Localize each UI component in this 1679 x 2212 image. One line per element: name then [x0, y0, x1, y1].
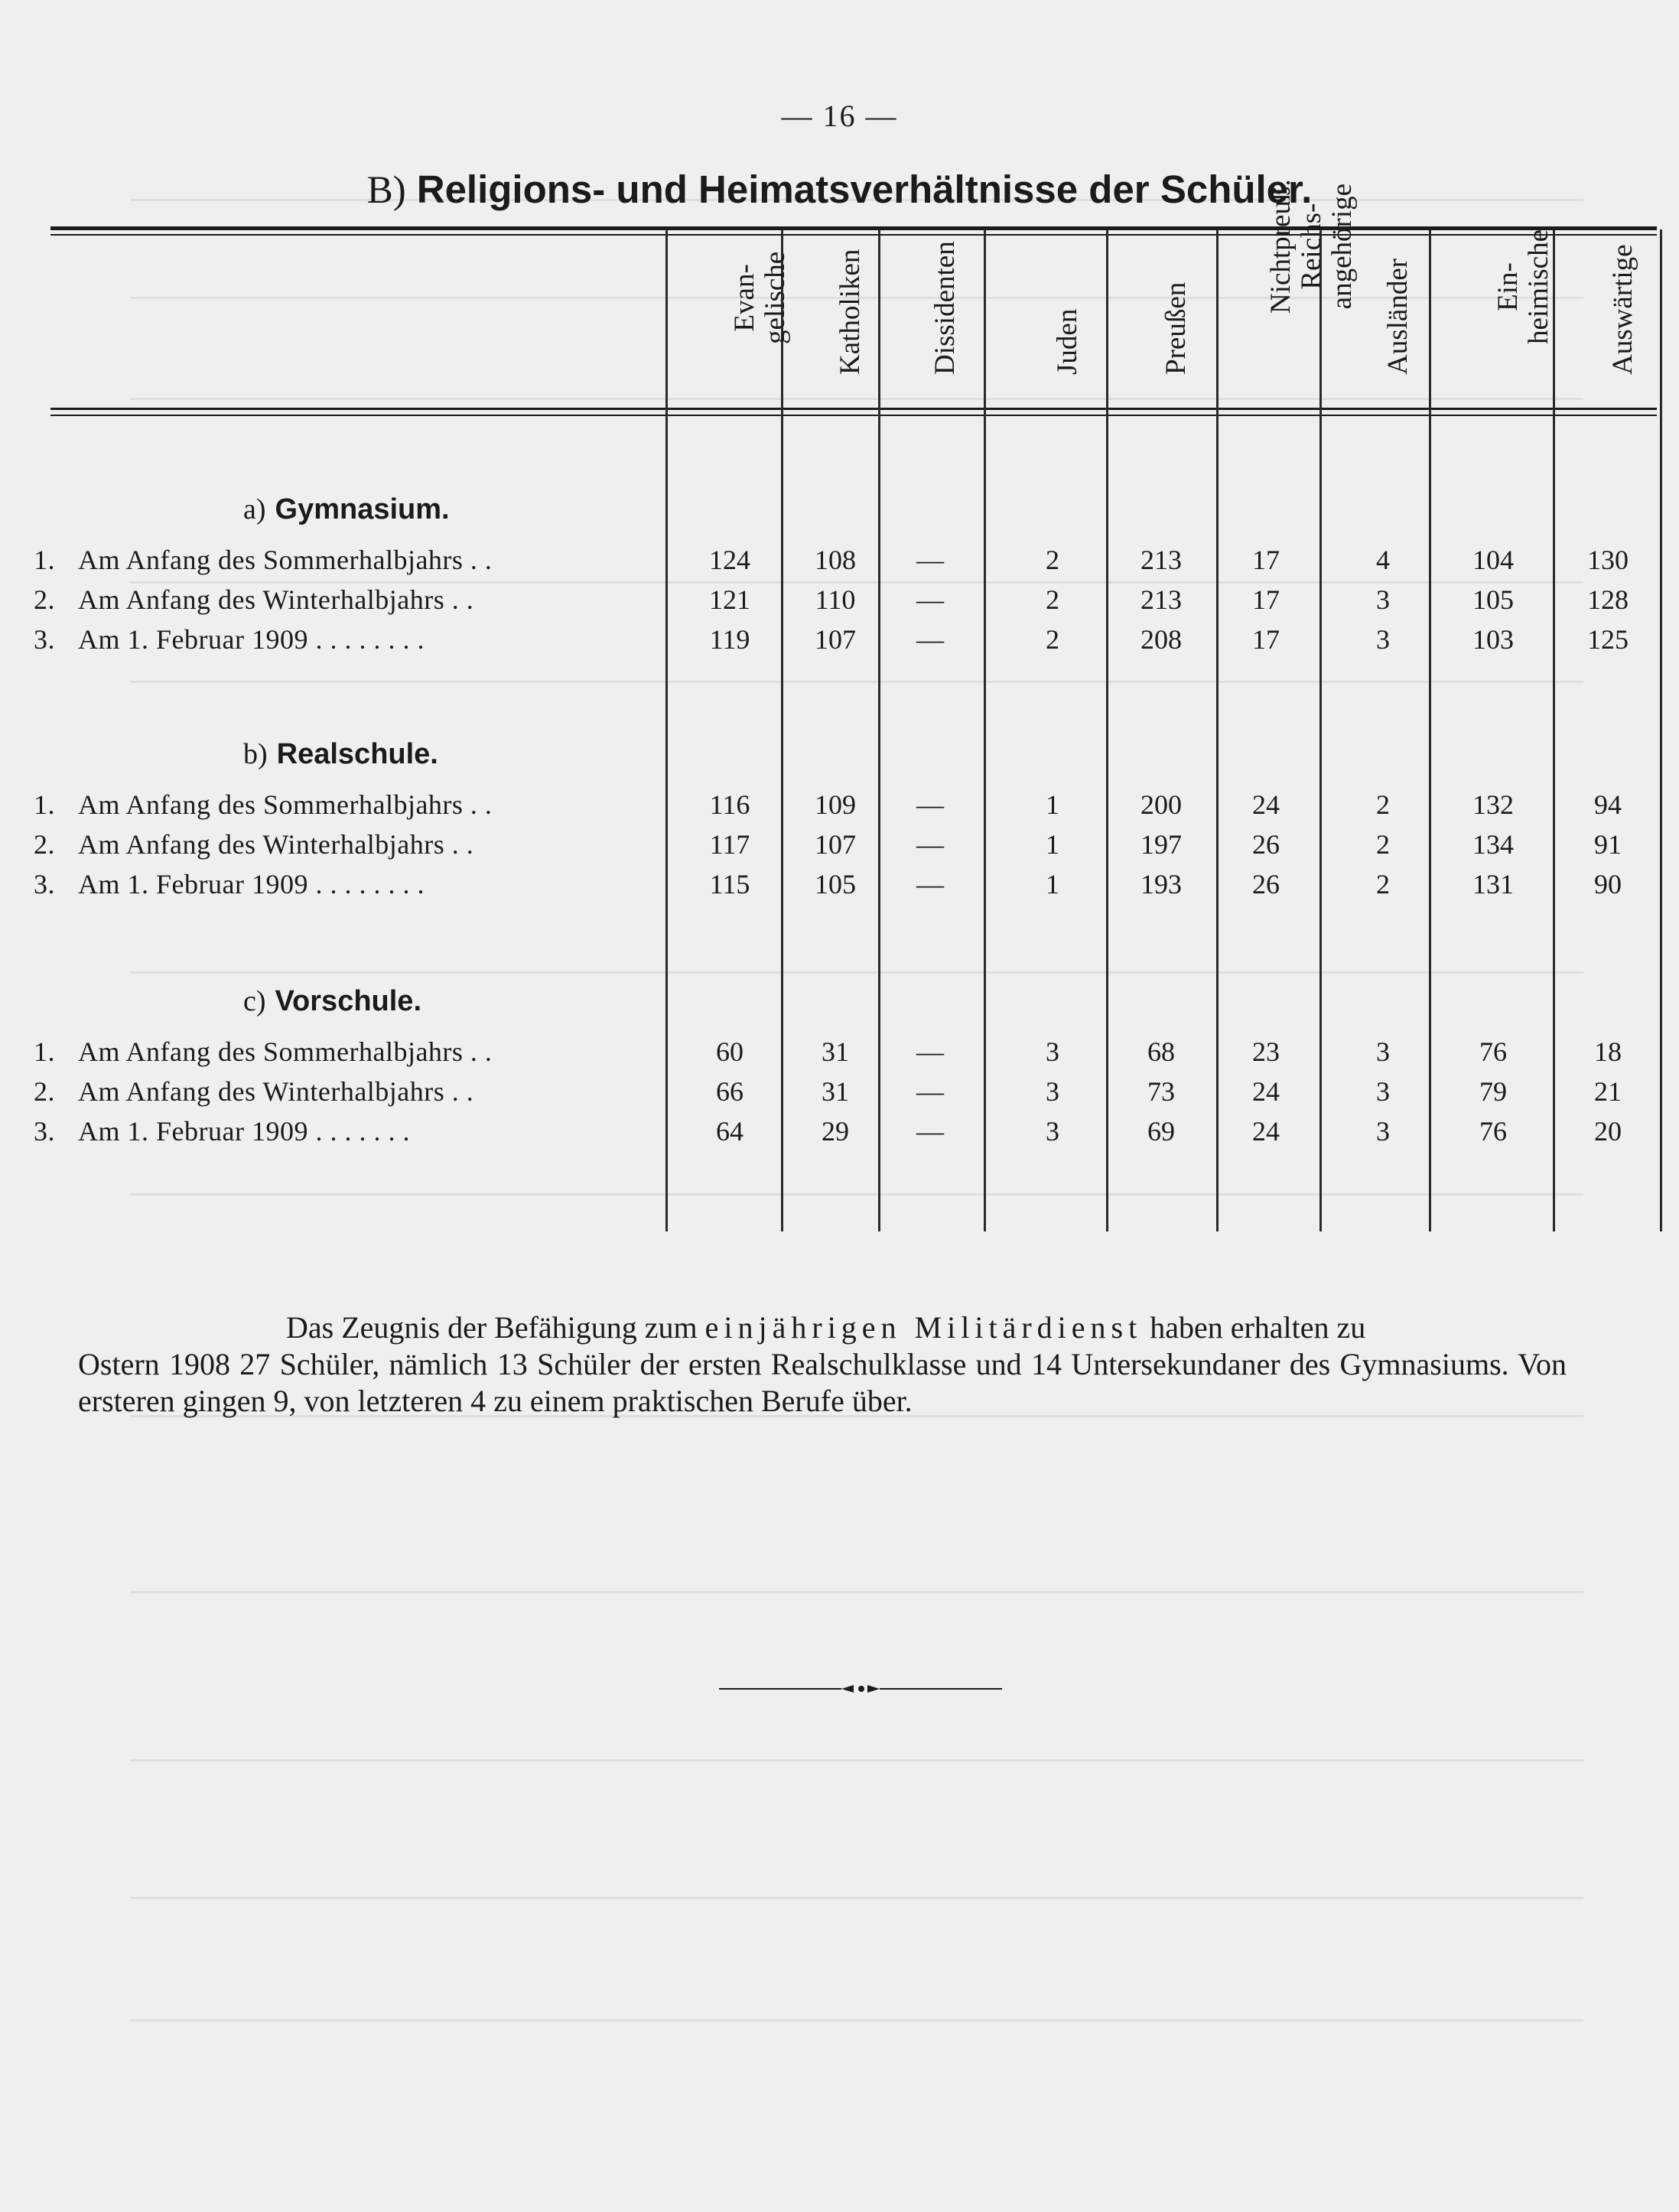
table-cell: —: [916, 545, 944, 575]
table-cell: —: [916, 584, 944, 615]
row-label-text: Am 1. Februar 1909 . . . . . . . .: [78, 869, 425, 899]
table-cell: 76: [1479, 1116, 1507, 1147]
table-cell: 2: [1046, 624, 1059, 655]
section-letter: b): [243, 738, 268, 770]
table-cell: —: [916, 1076, 944, 1107]
table-row: [0, 623, 1679, 662]
table-cell: 17: [1252, 584, 1280, 615]
certificate-paragraph: [78, 1309, 1567, 1420]
table-cell: 18: [1594, 1036, 1622, 1067]
row-label: [34, 623, 425, 655]
table-cell: 3: [1046, 1116, 1059, 1147]
column-header-label: Juden: [1052, 308, 1083, 375]
row-label: [34, 1075, 474, 1108]
page-number: — 16 —: [781, 99, 898, 133]
table-cell: 20: [1594, 1116, 1622, 1147]
column-header: [672, 237, 791, 405]
column-header-label: Nichtpreuß. Reichs- angehörige: [1265, 179, 1358, 314]
section-heading: [243, 984, 421, 1018]
row-label-text: Am Anfang des Sommerhalbjahrs . .: [78, 545, 493, 575]
section-name: Gymnasium.: [275, 493, 450, 525]
column-header-label: Katholiken: [835, 249, 866, 375]
table-cell: 64: [716, 1116, 744, 1147]
row-label: [34, 1115, 410, 1147]
table-cell: 125: [1587, 624, 1629, 655]
row-label-text: Am 1. Februar 1909 . . . . . . .: [78, 1116, 410, 1147]
table-cell: —: [916, 1036, 944, 1067]
table-top-rule-thick: [50, 226, 1657, 230]
table-cell: 105: [815, 869, 856, 899]
section-name: Realschule.: [276, 738, 438, 770]
table-cell: 131: [1472, 869, 1514, 899]
column-header: [1209, 179, 1358, 405]
row-number: 2.: [34, 584, 55, 615]
table-cell: 107: [815, 624, 856, 655]
row-label: [34, 584, 474, 616]
row-label: [34, 544, 493, 576]
column-header-label: Dissidenten: [929, 241, 961, 375]
table-cell: 128: [1587, 584, 1629, 615]
row-number: 1.: [34, 789, 55, 820]
table-cell: —: [916, 1116, 944, 1147]
title-prefix: B): [366, 169, 406, 212]
table-cell: 79: [1479, 1076, 1507, 1107]
table-cell: 4: [1376, 545, 1390, 575]
table-cell: 60: [716, 1036, 744, 1067]
section-heading: [243, 737, 438, 771]
table-row: [0, 544, 1679, 582]
section-letter: c): [243, 985, 266, 1017]
table-cell: 2: [1376, 789, 1390, 820]
row-number: 1.: [34, 545, 55, 575]
row-label-text: Am Anfang des Winterhalbjahrs . .: [78, 829, 474, 860]
table-cell: 2: [1046, 584, 1059, 615]
paragraph-text: Das Zeugnis der Befähigung zum: [286, 1310, 705, 1345]
table-row: [0, 868, 1679, 906]
table-cell: 200: [1140, 789, 1182, 820]
table-cell: 2: [1376, 869, 1390, 899]
table-cell: 103: [1472, 624, 1514, 655]
table-cell: —: [916, 869, 944, 899]
table-cell: 69: [1147, 1116, 1175, 1147]
table-cell: 1: [1046, 869, 1059, 899]
row-label-text: Am Anfang des Winterhalbjahrs . .: [78, 584, 474, 615]
table-cell: 193: [1140, 869, 1182, 899]
column-header-label: Ein- heimische: [1492, 229, 1554, 344]
table-cell: 3: [1046, 1076, 1059, 1107]
table-cell: 17: [1252, 624, 1280, 655]
table-cell: 24: [1252, 1116, 1280, 1147]
table-top-rule-thin: [50, 234, 1657, 236]
table-cell: 3: [1376, 1116, 1390, 1147]
header-bottom-rule-2: [50, 415, 1657, 416]
paragraph-first-line: [78, 1309, 1567, 1346]
table-cell: 208: [1140, 624, 1182, 655]
table-cell: 2: [1046, 545, 1059, 575]
paragraph-text-end: haben erhalten zu: [1142, 1310, 1366, 1345]
table-cell: 24: [1252, 1076, 1280, 1107]
paragraph-rest: Ostern 1908 27 Schüler, nämlich 13 Schüler der ersten Realschulklasse und 14 Untersekundaner des Gymnasiums. Von ersteren gingen 9, von letzteren 4 zu einem praktischen Berufe über.: [78, 1347, 1567, 1418]
table-cell: 213: [1140, 584, 1182, 615]
table-cell: 29: [822, 1116, 849, 1147]
table-cell: 110: [815, 584, 856, 615]
section-name: Vorschule.: [275, 985, 421, 1017]
section-letter: a): [243, 493, 266, 525]
table-cell: 3: [1376, 1036, 1390, 1067]
table-cell: 26: [1252, 869, 1280, 899]
row-label-text: Am 1. Februar 1909 . . . . . . . .: [78, 624, 425, 655]
table-cell: 115: [709, 869, 750, 899]
row-number: 3.: [34, 624, 55, 655]
table-cell: 134: [1472, 829, 1514, 860]
table-cell: 117: [709, 829, 750, 860]
table-cell: 108: [815, 545, 856, 575]
table-cell: 121: [709, 584, 750, 615]
table-cell: 1: [1046, 789, 1059, 820]
column-header: [995, 237, 1110, 405]
table-row: [0, 1036, 1679, 1074]
table-cell: 104: [1472, 545, 1514, 575]
table-cell: 24: [1252, 789, 1280, 820]
table-cell: 68: [1147, 1036, 1175, 1067]
column-header-label: Auswärtige: [1607, 244, 1638, 375]
table-row: [0, 1115, 1679, 1153]
table-cell: 21: [1594, 1076, 1622, 1107]
row-label: [34, 868, 425, 900]
page-title: [0, 167, 1679, 213]
paragraph-spaced-text: einjährigen Militärdienst: [704, 1310, 1143, 1345]
table-cell: 107: [815, 829, 856, 860]
column-header-label: Ausländer: [1382, 258, 1414, 375]
table-cell: 31: [822, 1076, 849, 1107]
row-label: [34, 789, 493, 821]
row-label-text: Am Anfang des Winterhalbjahrs . .: [78, 1076, 474, 1107]
table-cell: 17: [1252, 545, 1280, 575]
ornament-divider: [719, 1684, 1002, 1693]
row-label-text: Am Anfang des Sommerhalbjahrs . .: [78, 1036, 493, 1067]
table-cell: 124: [709, 545, 750, 575]
row-label: [34, 828, 474, 860]
row-number: 3.: [34, 1116, 55, 1147]
table-cell: 66: [716, 1076, 744, 1107]
table-cell: 23: [1252, 1036, 1280, 1067]
table-cell: 76: [1479, 1036, 1507, 1067]
row-label: [34, 1036, 493, 1068]
row-number: 1.: [34, 1036, 55, 1067]
row-label-text: Am Anfang des Sommerhalbjahrs . .: [78, 789, 493, 820]
table-cell: 31: [822, 1036, 849, 1067]
column-header-label: Evan- gelische: [729, 251, 791, 344]
table-cell: 73: [1147, 1076, 1175, 1107]
column-header-label: Preußen: [1160, 281, 1192, 375]
table-cell: 109: [815, 789, 856, 820]
table-cell: 197: [1140, 829, 1182, 860]
table-cell: 105: [1472, 584, 1514, 615]
table-row: [0, 828, 1679, 867]
column-header: [1436, 229, 1554, 405]
table-cell: —: [916, 829, 944, 860]
table-cell: 3: [1046, 1036, 1059, 1067]
table-cell: —: [916, 789, 944, 820]
header-bottom-rule: [50, 408, 1657, 410]
column-header: [1104, 237, 1219, 405]
table-row: [0, 584, 1679, 622]
table-cell: 116: [709, 789, 750, 820]
table-cell: 94: [1594, 789, 1622, 820]
table-row: [0, 1075, 1679, 1114]
row-number: 2.: [34, 829, 55, 860]
table-cell: 3: [1376, 624, 1390, 655]
table-cell: 2: [1376, 829, 1390, 860]
column-header: [1326, 237, 1440, 405]
table-cell: 3: [1376, 584, 1390, 615]
column-header: [873, 237, 988, 405]
table-cell: 90: [1594, 869, 1622, 899]
title-text: Religions- und Heimatsverhältnisse der Schüler.: [416, 168, 1313, 211]
section-heading: [243, 493, 450, 526]
table-cell: 213: [1140, 545, 1182, 575]
table-cell: 130: [1587, 545, 1629, 575]
row-number: 3.: [34, 869, 55, 899]
table-cell: 91: [1594, 829, 1622, 860]
table-cell: —: [916, 624, 944, 655]
table-cell: 26: [1252, 829, 1280, 860]
column-header: [1550, 237, 1665, 405]
row-number: 2.: [34, 1076, 55, 1107]
table-cell: 119: [709, 624, 750, 655]
table-cell: 3: [1376, 1076, 1390, 1107]
table-cell: 132: [1472, 789, 1514, 820]
table-row: [0, 789, 1679, 827]
table-cell: 1: [1046, 829, 1059, 860]
